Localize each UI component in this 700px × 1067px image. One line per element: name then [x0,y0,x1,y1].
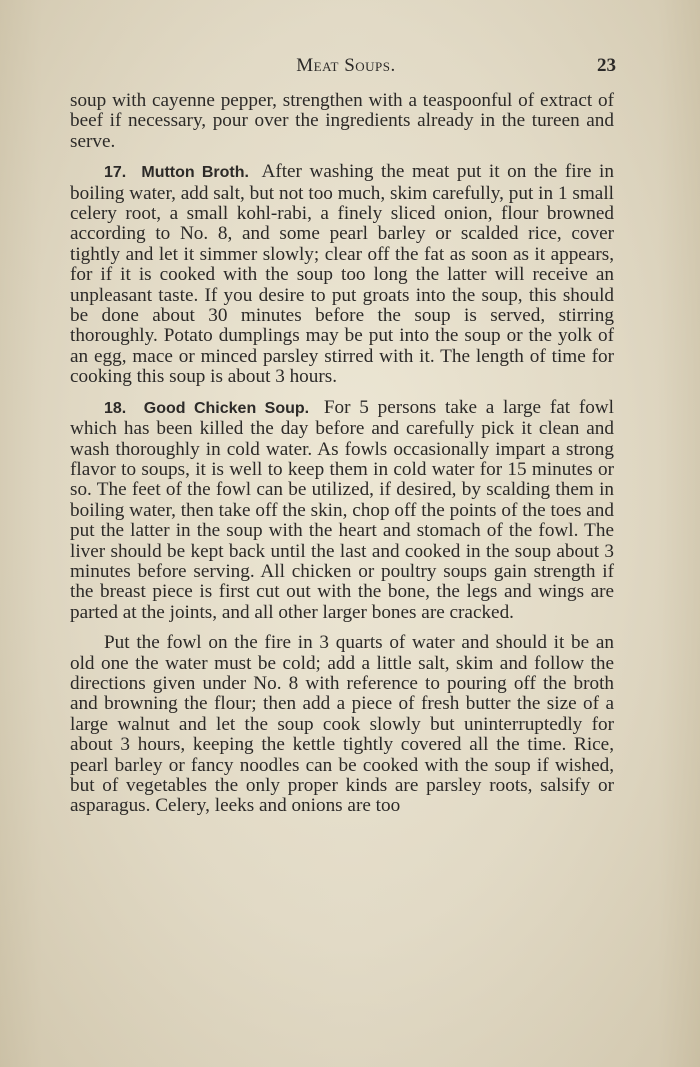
recipe-number: 17. [104,164,127,182]
running-title: Meat Soups. [296,55,396,76]
recipe-good-chicken-soup [70,398,614,623]
recipe-title: Mutton Broth. [141,164,249,182]
recipe-number: 18. [104,399,127,417]
continued-paragraph: soup with cayenne pepper, strengthen with a teaspoonful of extract of beef if necessary, pour over the ingredients already in the tureen and serve. [70,90,614,152]
recipe-mutton-broth [70,162,614,387]
recipe-text: For 5 persons take a large fat fowl which has been killed the day before and carefully pick it clean and wash thoroughly in cold water. As fowls occasionally impart a strong flavor to soups, it is well to keep them in cold water for 15 minutes or so. The feet of the fowl can be utilized, if desired, by scalding them in boiling water, then take off the skin, chop off the points of the toes and put the latter in the soup with the heart and stomach of the fowl. The liver should be kept back until the last and cooked in the soup about 3 minutes before serving. All chicken or poultry soups gain strength if the breast piece is first cut out with the bone, the legs and wings are parted at the joints, and all other larger bones are cracked. [70,396,614,623]
body-text [70,91,614,817]
recipe-title: Good Chicken Soup. [143,399,310,417]
running-head [66,55,616,83]
final-paragraph: Put the fowl on the fire in 3 quarts of water and should it be an old one the water must be cold; add a little salt, skim and follow the directions given under No. 8 with reference to pouring off the broth and browning the flour; then add a piece of fresh butter the size of a large walnut and let the soup cook slowly but uninterruptedly for about 3 hours, keeping the kettle tightly covered all the time. Rice, pearl barley or fancy noodles can be cooked with the soup if wished, but of vegetables the only proper kinds are parsley roots, salsify or asparagus. Celery, leeks and onions are too [70,632,614,817]
recipe-text: After washing the meat put it on the fire in boiling water, add salt, but not too much, skim carefully, put in 1 small celery root, a small kohl-rabi, a finely sliced onion, flour browned according to No. 8, and some pearl barley or scalded rice, cover tightly and let it simmer slowly; clear off the fat as soon as it appears, for if it is cooked with the soup too long the latter will receive an unpleasant taste. If you desire to put groats into the soup, this should be done about 30 minutes before the soup is served, stirring thoroughly. Potato dumplings may be put into the soup or the yolk of an egg, mace or minced parsley stirred with it. The length of time for cooking this soup is about 3 hours. [70,161,614,388]
page-number: 23 [597,55,616,76]
